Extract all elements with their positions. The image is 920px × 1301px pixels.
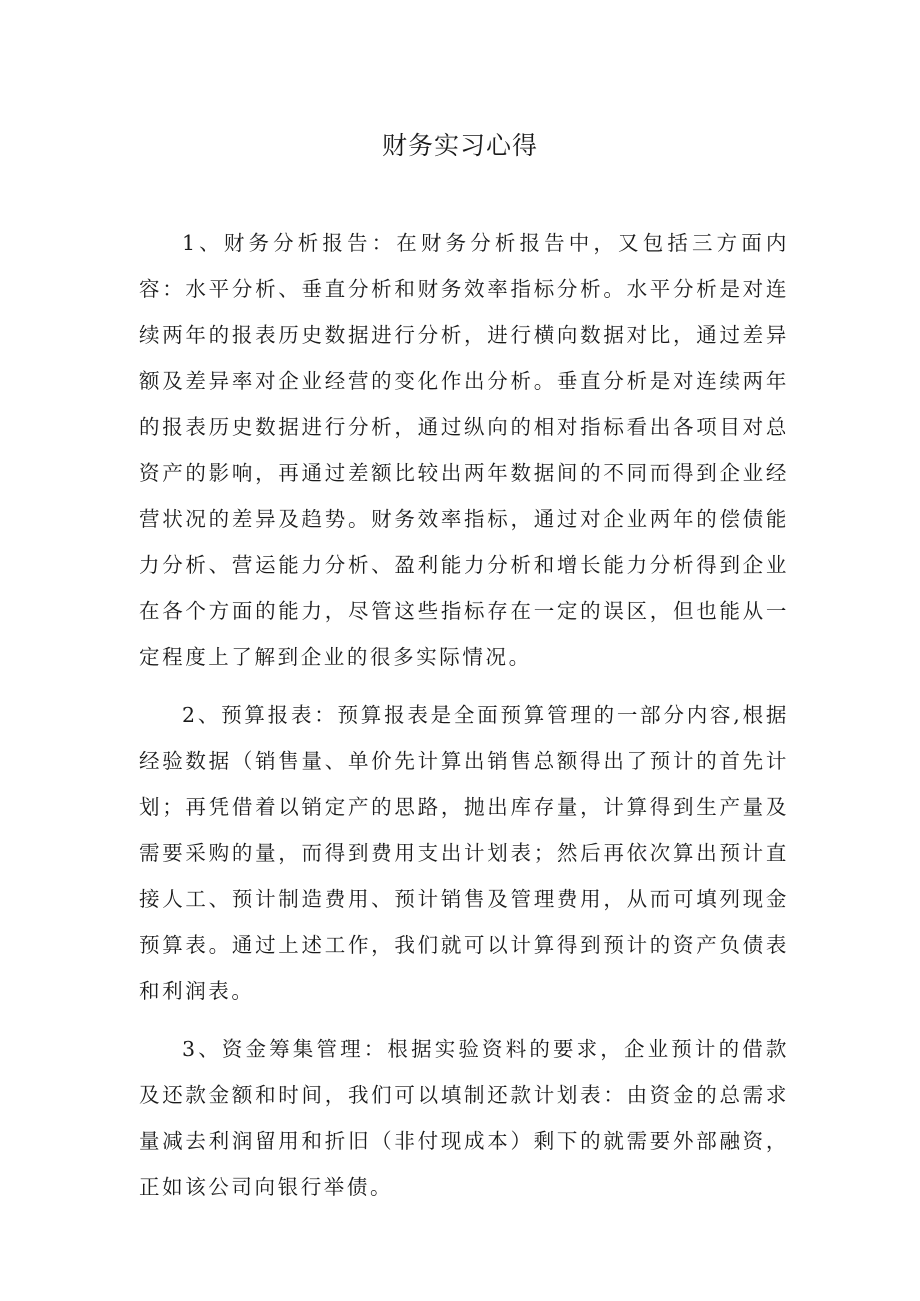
paragraph-financial-analysis-report: 1、财务分析报告：在财务分析报告中，又包括三方面内容：水平分析、垂直分析和财务效率指标分析。水平分析是对连续两年的报表历史数据进行分析，进行横向数据对比，通过差异额及差异率对企业经营的变化作出分析。垂直分析是对连续两年的报表历史数据进行分析，通过纵向的相对指标看出各项目对总资产的影响，再通过差额比较出两年数据间的不同而得到企业经营状况的差异及趋势。财务效率指标，通过对企业两年的偿债能力分析、营运能力分析、盈利能力分析和增长能力分析得到企业在各个方面的能力，尽管这些指标存在一定的误区，但也能从一定程度上了解到企业的很多实际情况。 bbox=[139, 231, 789, 669]
paragraph-budget-report: 2、预算报表：预算报表是全面预算管理的一部分内容,根据经验数据（销售量、单价先计算出销售总额得出了预计的首先计划；再凭借着以销定产的思路，抛出库存量，计算得到生产量及需要采购的量，而得到费用支出计划表；然后再依次算出预计直接人工、预计制造费用、预计销售及管理费用，从而可填列现金预算表。通过上述工作，我们就可以计算得到预计的资产负债表和利润表。 bbox=[139, 703, 789, 1003]
document-title: 财务实习心得 bbox=[381, 131, 538, 160]
document-body bbox=[139, 220, 789, 1222]
paragraph-fund-raising-management: 3、资金筹集管理：根据实验资料的要求，企业预计的借款及还款金额和时间，我们可以填制还款计划表：由资金的总需求量减去利润留用和折旧（非付现成本）剩下的就需要外部融资，正如该公司向银行举债。 bbox=[139, 1037, 789, 1199]
